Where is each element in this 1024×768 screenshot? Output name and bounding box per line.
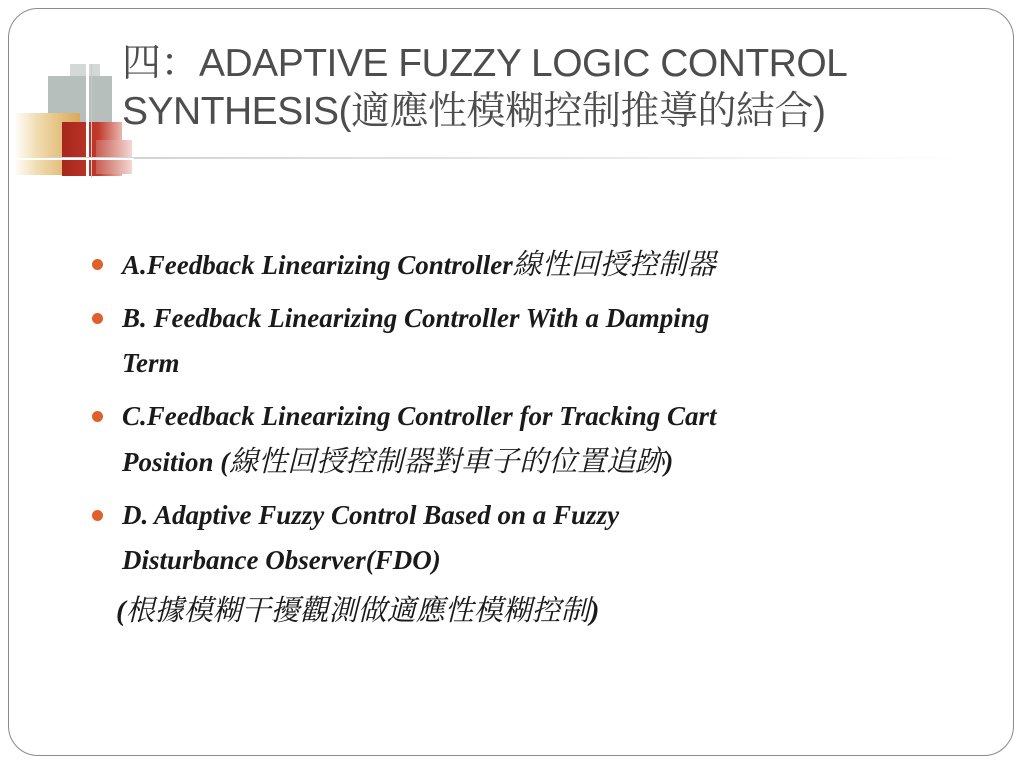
bullet-c-line-1: C.Feedback Linearizing Controller for Tracking Cart bbox=[122, 401, 717, 431]
bullet-item-a bbox=[92, 242, 892, 288]
slide-title-line-1: 四：ADAPTIVE FUZZY LOGIC CONTROL bbox=[122, 42, 848, 85]
title-divider-gap bbox=[14, 158, 134, 160]
bullet-c-cjk: 線性回授控制器對車子的位置追跡 bbox=[229, 444, 665, 478]
decorative-vertical-line bbox=[86, 64, 89, 178]
subnote-close-paren: ) bbox=[589, 595, 600, 627]
bullet-dot-icon bbox=[92, 411, 103, 422]
bullet-a-text: A.Feedback Linearizing Controller bbox=[122, 250, 513, 280]
bullet-item-c bbox=[92, 394, 892, 485]
slide-title bbox=[122, 40, 982, 136]
slide-title-line-2: SYNTHESIS(適應性模糊控制推導的結合) bbox=[122, 90, 826, 133]
bullet-dot-icon bbox=[92, 259, 103, 270]
bullet-b-line-2: Term bbox=[122, 348, 180, 378]
bullet-b-line-1: B. Feedback Linearizing Controller With a Damping bbox=[122, 303, 710, 333]
bullet-c-line-2-pre: Position ( bbox=[122, 447, 230, 477]
subnote-cjk: 根據模糊干擾觀測做適應性模糊控制 bbox=[125, 593, 590, 627]
bullet-a-cjk: 線性回授控制器 bbox=[512, 247, 716, 281]
bullet-dot-icon bbox=[92, 510, 103, 521]
bullet-d-line-1: D. Adaptive Fuzzy Control Based on a Fuzzy bbox=[122, 500, 620, 530]
bullet-dot-icon bbox=[92, 313, 103, 324]
decorative-vertical-line-shadow bbox=[91, 64, 92, 178]
bullet-d-subnote bbox=[116, 588, 599, 629]
title-divider-line bbox=[50, 157, 960, 159]
subnote-open-paren: ( bbox=[116, 595, 126, 627]
bullet-d-line-2: Disturbance Observer(FDO) bbox=[122, 545, 441, 575]
bullet-item-b bbox=[92, 296, 892, 386]
bullet-item-d bbox=[92, 493, 892, 583]
bullet-c-line-2-post: ) bbox=[664, 447, 674, 477]
bullet-list bbox=[92, 242, 892, 591]
